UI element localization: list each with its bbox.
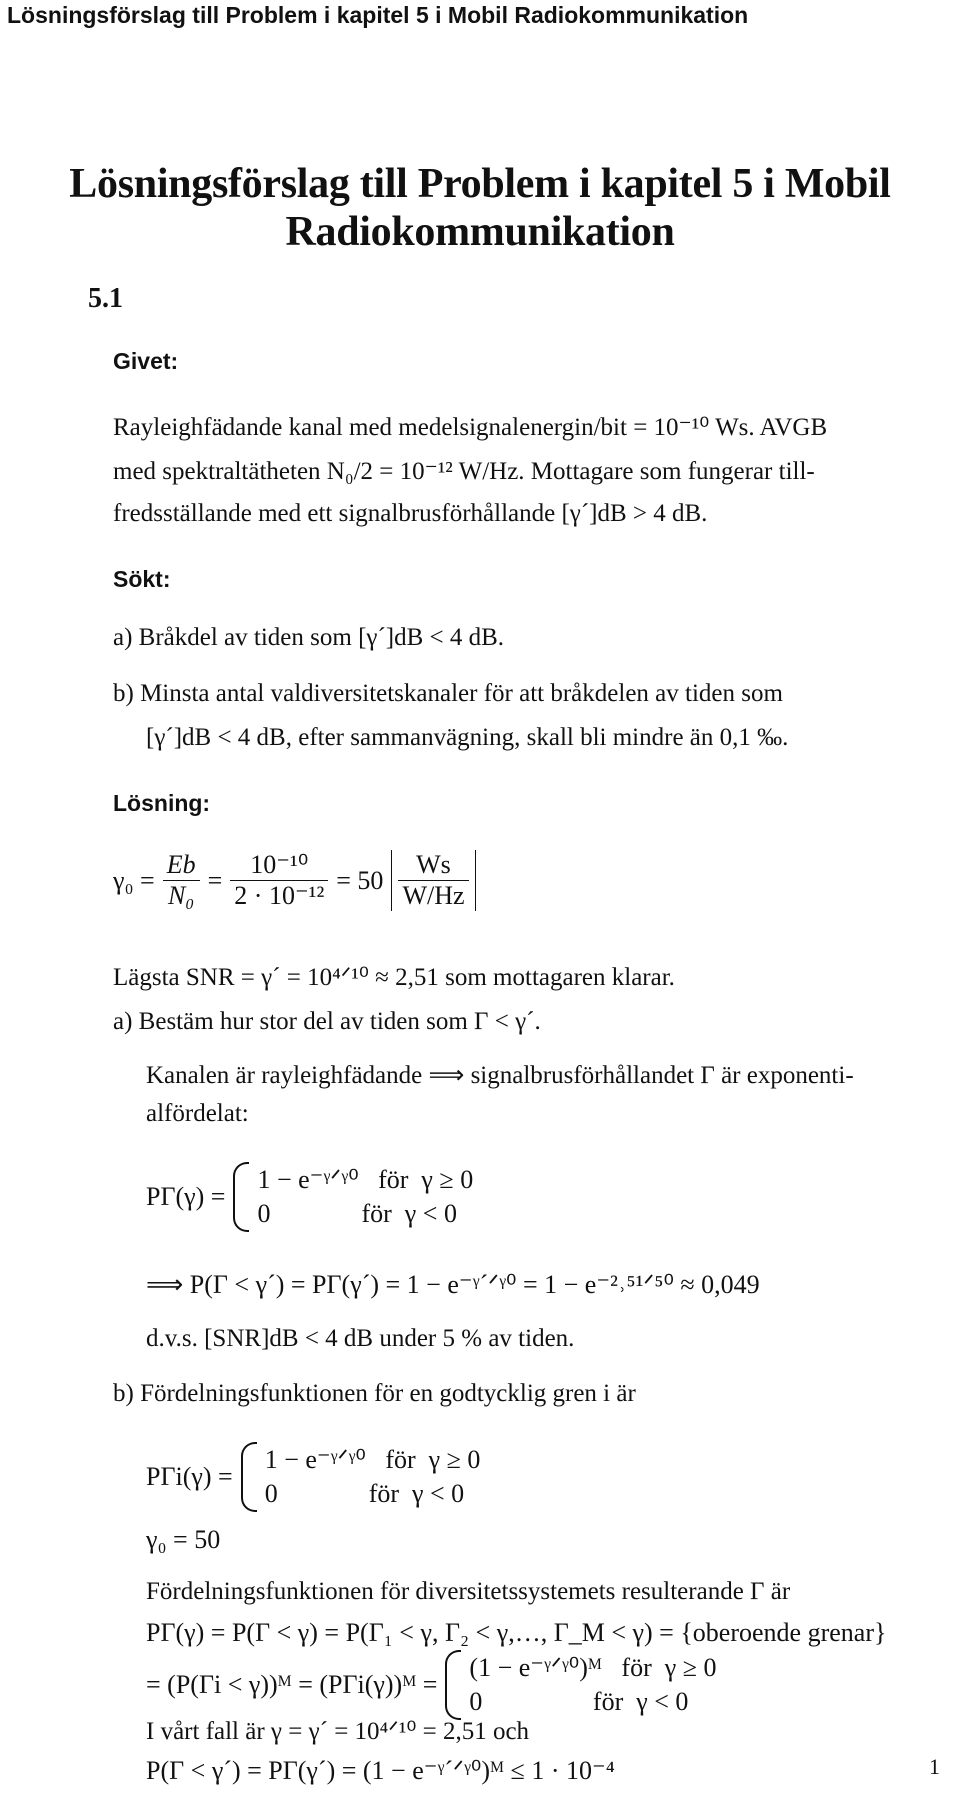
- gamma0-unit: [391, 850, 475, 911]
- part-a-result: ⟹ P(Γ < γ´) = PΓ(γ´) = 1 − e⁻ᵞ´ᐟᵞ⁰ = 1 − e⁻²˒⁵¹ᐟ⁵⁰ ≈ 0,049: [146, 1270, 760, 1299]
- pdf-case-2: 0 för γ < 0: [257, 1199, 457, 1228]
- gamma0-fraction-1: [163, 850, 200, 911]
- gamma0-value: γ₀ = 50: [146, 1525, 221, 1554]
- diversity-equation-2: [146, 1650, 717, 1720]
- section-number: 5.1: [88, 283, 123, 314]
- part-a-question: a) Bestäm hur stor del av tiden som Γ < γ´.: [113, 1008, 541, 1035]
- gamma0-eq: =: [207, 865, 223, 895]
- our-case-text: I vårt fall är γ = γ´ = 10⁴ᐟ¹⁰ = 2,51 och: [146, 1718, 530, 1745]
- pdf-i-case-1: 1 − e⁻ᵞᐟᵞ⁰ för γ ≥ 0: [264, 1445, 481, 1474]
- div-eq2-case-2: 0 för γ < 0: [469, 1687, 689, 1716]
- div-eq2-case-1: (1 − e⁻ᵞᐟᵞ⁰)ᴹ för γ ≥ 0: [469, 1653, 717, 1682]
- sokt-b-line-1: b) Minsta antal valdiversitetskanaler för att bråkdelen av tiden som: [113, 680, 783, 707]
- pdf-i-cases: [265, 1443, 481, 1511]
- pdf-lhs: PΓ(γ) =: [146, 1182, 226, 1211]
- pdf-equation: [146, 1162, 473, 1232]
- givet-heading: Givet:: [113, 348, 179, 374]
- losning-heading: Lösning:: [113, 790, 211, 816]
- gamma0-equation: [113, 850, 476, 911]
- givet-line-1: Rayleighfädande kanal med medelsignalenergin/bit = 10⁻¹⁰ Ws. AVGB: [113, 414, 828, 441]
- pdf-cases: [257, 1163, 473, 1231]
- left-brace: [233, 1162, 249, 1232]
- gamma0-fraction-2: [230, 850, 328, 911]
- div-eq2-lhs: = (P(Γi < γ))ᴹ = (PΓi(γ))ᴹ =: [146, 1670, 438, 1699]
- givet-line-3: fredsställande med ett signalbrusförhållande [γ´]dB > 4 dB.: [113, 500, 708, 527]
- pdf-i-lhs: PΓi(γ) =: [146, 1462, 233, 1491]
- running-header: Lösningsförslag till Problem i kapitel 5 i Mobil Radiokommunikation: [7, 2, 749, 28]
- diversity-equation-1: PΓ(γ) = P(Γ < γ) = P(Γ₁ < γ, Γ₂ < γ,…, Γ_M < γ) = {oberoende grenar}: [146, 1618, 887, 1647]
- page-title: Lösningsförslag till Problem i kapitel 5 i Mobil Radiokommunikation: [69, 161, 891, 255]
- gamma0-num: Eb: [163, 850, 200, 881]
- part-a-conclusion: d.v.s. [SNR]dB < 4 dB under 5 % av tiden.: [146, 1325, 575, 1352]
- givet-line-2: med spektraltätheten N₀/2 = 10⁻¹² W/Hz. Mottagare som fungerar till-: [113, 458, 815, 485]
- part-a-text-1: Kanalen är rayleighfädande ⟹ signalbrusförhållandet Γ är exponenti-: [146, 1062, 854, 1089]
- div-eq2-cases: [469, 1651, 716, 1719]
- gamma0-unit-num: Ws: [398, 850, 468, 881]
- part-a-text-2: alfördelat:: [146, 1100, 249, 1127]
- gamma0-lhs: γ₀ =: [113, 865, 155, 895]
- pdf-i-case-2: 0 för γ < 0: [264, 1479, 465, 1508]
- sokt-b-line-2: [γ´]dB < 4 dB, efter sammanvägning, skall bli mindre än 0,1 ‰.: [146, 724, 789, 751]
- pdf-i-equation: [146, 1442, 480, 1512]
- gamma0-den2: 2 · 10⁻¹²: [234, 881, 325, 910]
- sokt-heading: Sökt:: [113, 566, 171, 592]
- gamma0-result: = 50: [336, 865, 384, 895]
- diversity-text: Fördelningsfunktionen för diversitetssystemets resulterande Γ är: [146, 1578, 791, 1605]
- left-brace: [445, 1650, 461, 1720]
- final-equation: P(Γ < γ´) = PΓ(γ´) = (1 − e⁻ᵞ´ᐟᵞ⁰)ᴹ ≤ 1 · 10⁻⁴: [146, 1756, 615, 1785]
- gamma0-den: N₀: [167, 881, 195, 910]
- page-number: 1: [929, 1754, 940, 1779]
- gamma0-unit-fraction: [398, 850, 468, 911]
- gamma0-unit-den: W/Hz: [402, 881, 465, 910]
- left-brace: [241, 1442, 257, 1512]
- lagsta-snr: Lägsta SNR = γ´ = 10⁴ᐟ¹⁰ ≈ 2,51 som mottagaren klarar.: [113, 964, 675, 991]
- sokt-a: a) Bråkdel av tiden som [γ´]dB < 4 dB.: [113, 624, 505, 651]
- pdf-case-1: 1 − e⁻ᵞᐟᵞ⁰ för γ ≥ 0: [257, 1165, 474, 1194]
- gamma0-num2: 10⁻¹⁰: [230, 850, 328, 881]
- part-b-question: b) Fördelningsfunktionen för en godtycklig gren i är: [113, 1380, 636, 1407]
